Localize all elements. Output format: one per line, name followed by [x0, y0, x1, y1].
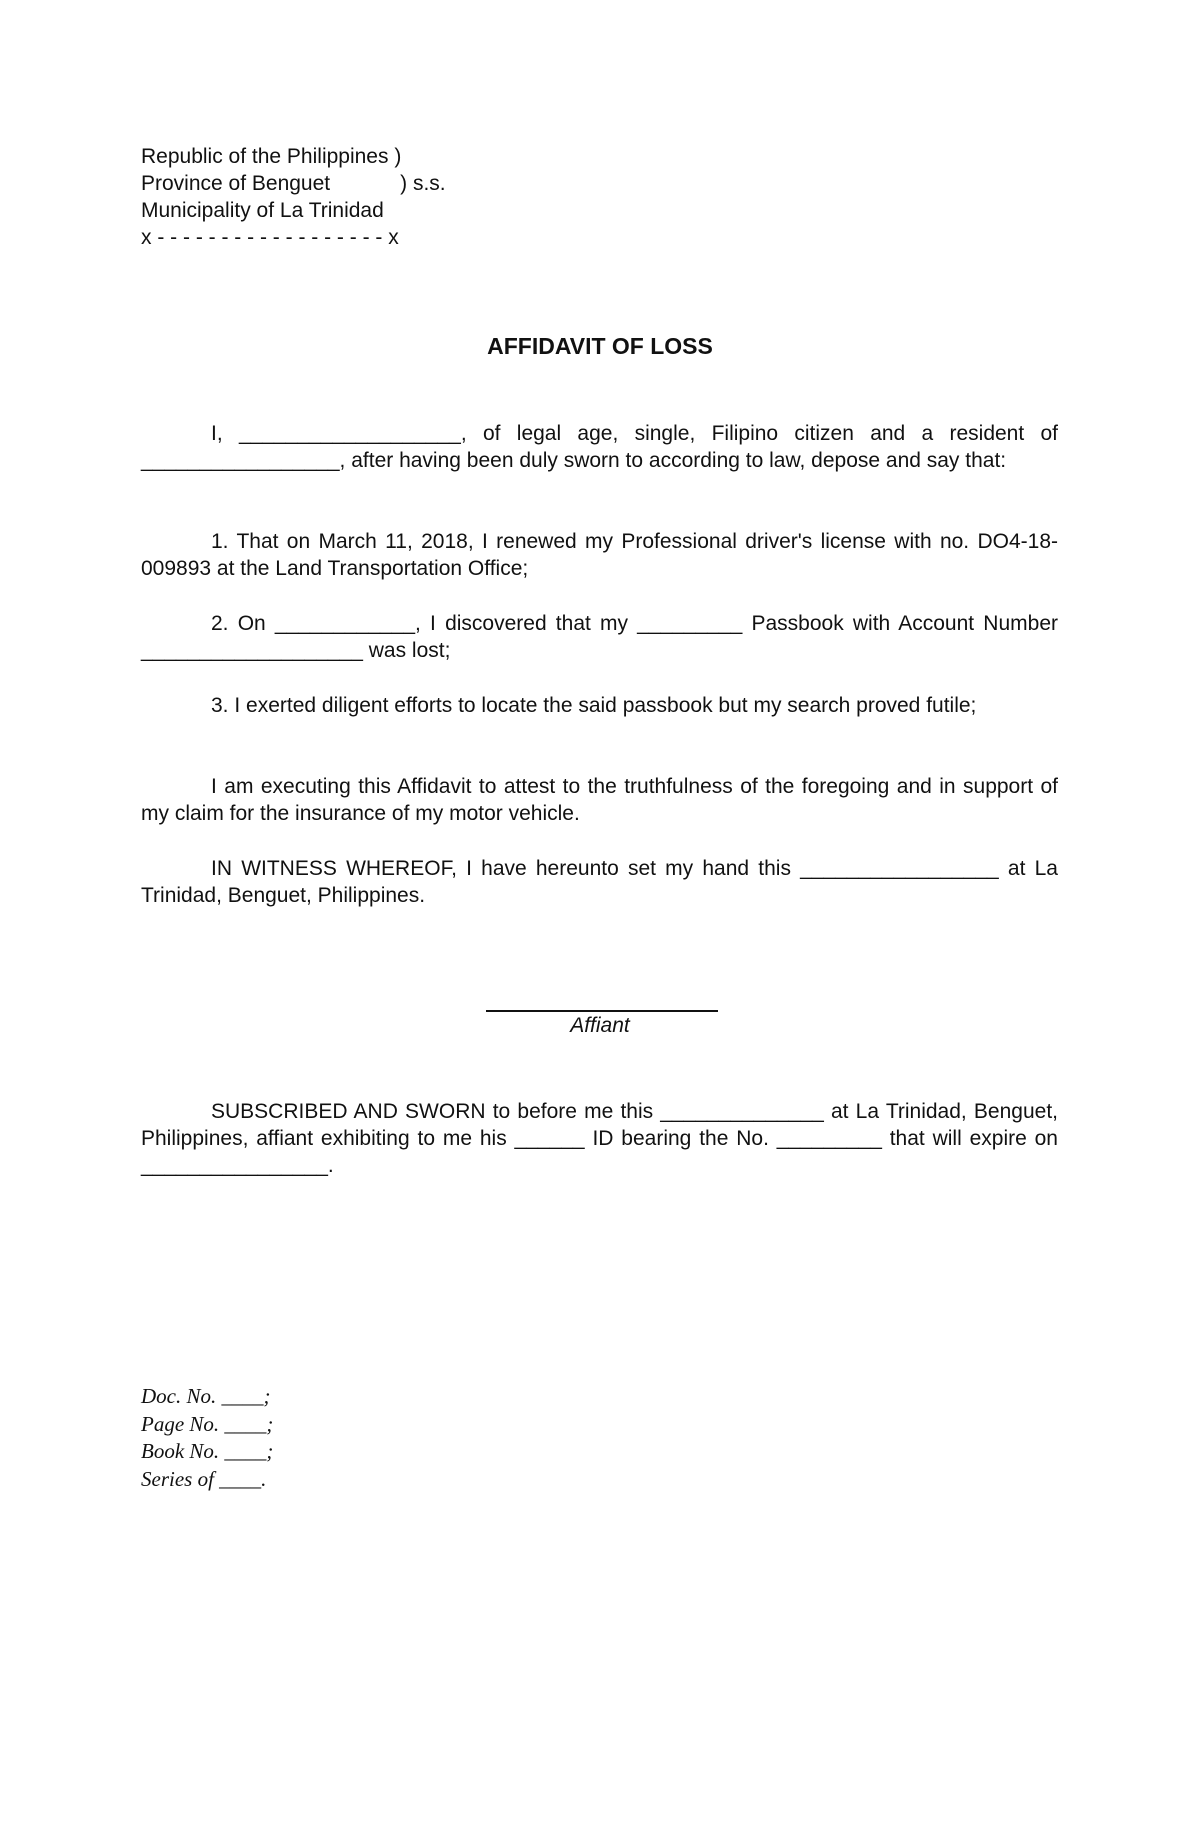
- jurat-paragraph: [141, 1098, 1058, 1179]
- affiant-signature-line: [486, 1010, 718, 1012]
- venue-republic: Republic of the Philippines ): [141, 145, 402, 168]
- series-of: Series of ____.: [141, 1466, 267, 1491]
- purpose-text: I am executing this Affidavit to attest to the truthfulness of the foregoing and in support of my claim for the insurance of my motor vehicle.: [141, 775, 1058, 825]
- item-1: [141, 528, 1058, 582]
- purpose-paragraph: [141, 773, 1058, 827]
- venue-block: [141, 143, 446, 251]
- item-3-text: 3. I exerted diligent efforts to locate the said passbook but my search proved futile;: [211, 694, 977, 717]
- affiant-label: Affiant: [570, 1014, 630, 1037]
- venue-province: Province of Benguet ) s.s.: [141, 172, 446, 195]
- document-title: AFFIDAVIT OF LOSS: [487, 333, 713, 359]
- page-no: Page No. ____;: [141, 1411, 274, 1436]
- item-2: [141, 610, 1058, 664]
- witness-paragraph: [141, 855, 1058, 909]
- venue-municipality: Municipality of La Trinidad: [141, 199, 384, 222]
- item-1-text: 1. That on March 11, 2018, I renewed my Professional driver's license with no. DO4-18-009893 at the Land Transportation Office;: [141, 530, 1058, 580]
- intro-text: I, ___________________, of legal age, single, Filipino citizen and a resident of _________________, after having been duly sworn to according to law, depose and say that:: [141, 422, 1058, 472]
- intro-paragraph: [141, 420, 1058, 474]
- item-3: [141, 692, 1058, 719]
- notarial-register: [141, 1383, 273, 1493]
- item-2-text: 2. On ____________, I discovered that my _________ Passbook with Account Number ___________________ was lost;: [141, 612, 1058, 662]
- doc-no: Doc. No. ____;: [141, 1384, 271, 1408]
- venue-separator: x - - - - - - - - - - - - - - - - - - x: [141, 226, 399, 249]
- jurat-text: SUBSCRIBED AND SWORN to before me this ______________ at La Trinidad, Benguet, Philippines, affiant exhibiting to me his ______ ID bearing the No. _________ that will expire on ________________.: [141, 1100, 1058, 1177]
- book-no: Book No. ____;: [141, 1439, 274, 1463]
- witness-text: IN WITNESS WHEREOF, I have hereunto set my hand this _________________ at La Trinidad, Benguet, Philippines.: [141, 857, 1058, 907]
